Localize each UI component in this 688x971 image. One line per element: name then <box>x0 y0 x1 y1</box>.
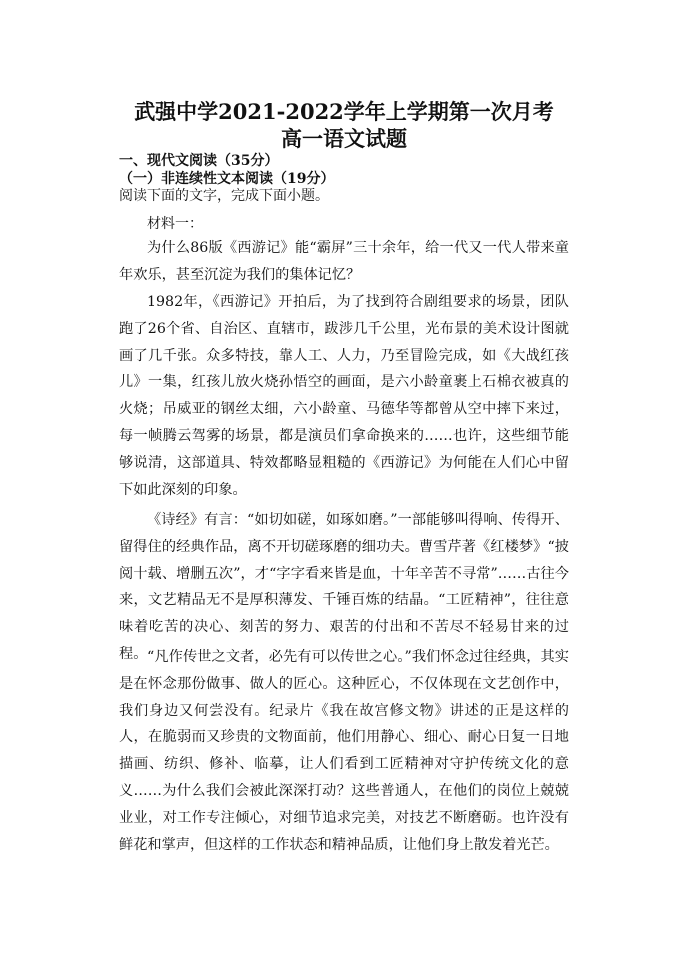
subsection-heading: （一）非连续性文本阅读（19分） <box>119 171 335 187</box>
reading-instruction: 阅读下面的文字，完成下面小题。 <box>119 188 329 204</box>
section-heading: 一、现代文阅读（35分） <box>119 153 279 169</box>
paragraph: “凡作传世之文者，必先有可以传世之心。”我们怀念过往经典，其实是在怀念那份做事、做人的匠心。这种匠心，不仅体现在文艺创作中，我们身边又何尝没有。纪录片《我在故宫修文物》讲述的正是这样的人，在脆弱而又珍贵的文物面前，他们用静心、细心、耐心日复一日地描画、纺织、修补、临摹，让人们看到工匠精神对守护传统文化的意义……为什么我们会被此深深打动？这些普通人，在他们的岗位上兢兢业业，对工作专注倾心，对细节追求完美，对技艺不断磨砺。也许没有鲜花和掌声，但这样的工作状态和精神品质，让他们身上散发着光芒。 <box>119 649 569 853</box>
paragraph: 为什么86版《西游记》能“霸屏”三十余年，给一代又一代人带来童年欢乐，甚至沉淀为我们的集体记忆？ <box>119 240 569 283</box>
material-label: 材料一： <box>147 216 203 232</box>
exam-subtitle: 高一语文试题 <box>281 126 407 151</box>
paragraph: 《诗经》有言：“如切如磋，如琢如磨。”一部能够叫得响、传得开、留得住的经典作品，离不开切磋琢磨的细功夫。曹雪芹著《红楼梦》“披阅十载、增删五次”，才“字字看来皆是血，十年辛苦不寻常”……古往今来，文艺精品无不是厚积薄发、千锤百炼的结晶。“工匠精神”，往往意味着吃苦的决心、刻苦的努力、艰苦的付出和不苦尽不轻易甘来的过程。 <box>119 512 569 662</box>
paragraph: 1982年，《西游记》开拍后，为了找到符合剧组要求的场景，团队跑了26个省、自治区、直辖市，跋涉几千公里，光布景的美术设计图就画了几千张。众多特技，靠人工、人力，乃至冒险完成，如《大战红孩儿》一集，红孩儿放火烧孙悟空的画面，是六小龄童裹上石棉衣被真的火烧；吊威亚的钢丝太细，六小龄童、马德华等都曾从空中摔下来过，每一帧腾云驾雾的场景，都是演员们拿命换来的……也许，这些细节能够说清，这部道具、特效都略显粗糙的《西游记》为何能在人们心中留下如此深刻的印象。 <box>119 294 569 498</box>
exam-title: 武强中学2021-2022学年上学期第一次月考 <box>134 99 554 124</box>
